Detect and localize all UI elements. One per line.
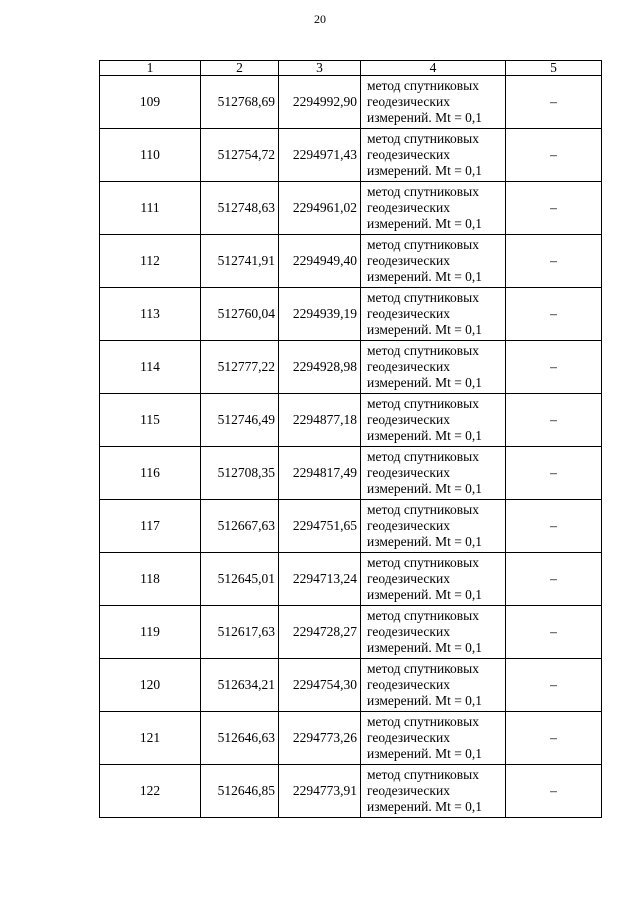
method-description [361,182,506,235]
dash-cell: – [506,447,602,500]
method-line: метод спутниковых [367,237,479,252]
method-line: метод спутниковых [367,555,479,570]
coordinate-x: 512748,63 [201,182,279,235]
method-line: геодезических [367,94,450,109]
coordinate-y: 2294949,40 [279,235,361,288]
method-line: измерений. Mt = 0,1 [367,640,483,655]
method-line: геодезических [367,677,450,692]
dash-cell: – [506,129,602,182]
coordinate-y: 2294817,49 [279,447,361,500]
method-line: измерений. Mt = 0,1 [367,746,483,761]
point-number: 118 [100,553,201,606]
method-line: метод спутниковых [367,714,479,729]
table-row [100,341,602,394]
table-row [100,659,602,712]
method-line: измерений. Mt = 0,1 [367,216,483,231]
table-row [100,182,602,235]
method-line: измерений. Mt = 0,1 [367,269,483,284]
table-row [100,235,602,288]
method-line: метод спутниковых [367,449,479,464]
coordinate-y: 2294773,91 [279,765,361,818]
method-line: измерений. Mt = 0,1 [367,322,483,337]
coordinate-y: 2294992,90 [279,76,361,129]
table-row [100,765,602,818]
column-header: 4 [361,61,506,76]
coordinate-y: 2294928,98 [279,341,361,394]
method-description [361,659,506,712]
method-line: геодезических [367,253,450,268]
dash-cell: – [506,235,602,288]
table-row [100,288,602,341]
table-header-row [100,61,602,76]
point-number: 115 [100,394,201,447]
coordinate-y: 2294961,02 [279,182,361,235]
method-description [361,341,506,394]
point-number: 111 [100,182,201,235]
method-line: метод спутниковых [367,767,479,782]
method-description [361,712,506,765]
coordinate-x: 512645,01 [201,553,279,606]
table-row [100,606,602,659]
coordinate-y: 2294728,27 [279,606,361,659]
dash-cell: – [506,765,602,818]
point-number: 122 [100,765,201,818]
method-description [361,765,506,818]
method-line: геодезических [367,783,450,798]
method-line: метод спутниковых [367,78,479,93]
method-description [361,500,506,553]
coordinates-table [99,60,602,818]
method-description [361,76,506,129]
dash-cell: – [506,76,602,129]
method-line: метод спутниковых [367,290,479,305]
method-line: измерений. Mt = 0,1 [367,163,483,178]
method-line: геодезических [367,306,450,321]
coordinate-x: 512777,22 [201,341,279,394]
method-line: измерений. Mt = 0,1 [367,534,483,549]
dash-cell: – [506,182,602,235]
point-number: 120 [100,659,201,712]
dash-cell: – [506,606,602,659]
method-line: измерений. Mt = 0,1 [367,481,483,496]
table-row [100,394,602,447]
method-line: метод спутниковых [367,343,479,358]
method-line: геодезических [367,518,450,533]
table-row [100,76,602,129]
coordinate-x: 512646,63 [201,712,279,765]
method-description [361,553,506,606]
dash-cell: – [506,659,602,712]
coordinate-y: 2294713,24 [279,553,361,606]
coordinate-x: 512708,35 [201,447,279,500]
coordinate-y: 2294751,65 [279,500,361,553]
method-description [361,606,506,659]
coordinate-x: 512746,49 [201,394,279,447]
dash-cell: – [506,712,602,765]
method-line: измерений. Mt = 0,1 [367,428,483,443]
column-header: 5 [506,61,602,76]
coordinate-x: 512646,85 [201,765,279,818]
method-line: геодезических [367,465,450,480]
point-number: 114 [100,341,201,394]
dash-cell: – [506,341,602,394]
method-line: геодезических [367,200,450,215]
table-row [100,447,602,500]
point-number: 117 [100,500,201,553]
method-description [361,447,506,500]
method-line: геодезических [367,412,450,427]
dash-cell: – [506,288,602,341]
method-description [361,288,506,341]
column-header: 1 [100,61,201,76]
method-line: измерений. Mt = 0,1 [367,587,483,602]
method-line: геодезических [367,571,450,586]
method-line: геодезических [367,359,450,374]
method-line: измерений. Mt = 0,1 [367,693,483,708]
method-line: измерений. Mt = 0,1 [367,110,483,125]
point-number: 109 [100,76,201,129]
table-row [100,553,602,606]
method-description [361,235,506,288]
coordinate-y: 2294971,43 [279,129,361,182]
method-line: метод спутниковых [367,608,479,623]
method-line: метод спутниковых [367,184,479,199]
coordinate-x: 512741,91 [201,235,279,288]
dash-cell: – [506,500,602,553]
table-row [100,500,602,553]
coordinate-x: 512768,69 [201,76,279,129]
method-line: метод спутниковых [367,396,479,411]
table-row [100,129,602,182]
dash-cell: – [506,394,602,447]
coordinate-y: 2294773,26 [279,712,361,765]
coordinate-y: 2294754,30 [279,659,361,712]
dash-cell: – [506,553,602,606]
point-number: 112 [100,235,201,288]
point-number: 119 [100,606,201,659]
coordinate-x: 512754,72 [201,129,279,182]
coordinate-x: 512667,63 [201,500,279,553]
method-description [361,129,506,182]
coordinate-y: 2294877,18 [279,394,361,447]
method-line: геодезических [367,730,450,745]
method-line: геодезических [367,624,450,639]
point-number: 110 [100,129,201,182]
point-number: 113 [100,288,201,341]
column-header: 2 [201,61,279,76]
coordinate-x: 512634,21 [201,659,279,712]
point-number: 116 [100,447,201,500]
method-line: измерений. Mt = 0,1 [367,375,483,390]
point-number: 121 [100,712,201,765]
method-description [361,394,506,447]
coordinate-y: 2294939,19 [279,288,361,341]
column-header: 3 [279,61,361,76]
page-number: 20 [314,12,326,26]
table-row [100,712,602,765]
method-line: метод спутниковых [367,661,479,676]
method-line: метод спутниковых [367,502,479,517]
method-line: измерений. Mt = 0,1 [367,799,483,814]
method-line: геодезических [367,147,450,162]
method-line: метод спутниковых [367,131,479,146]
coordinate-x: 512617,63 [201,606,279,659]
coordinate-x: 512760,04 [201,288,279,341]
